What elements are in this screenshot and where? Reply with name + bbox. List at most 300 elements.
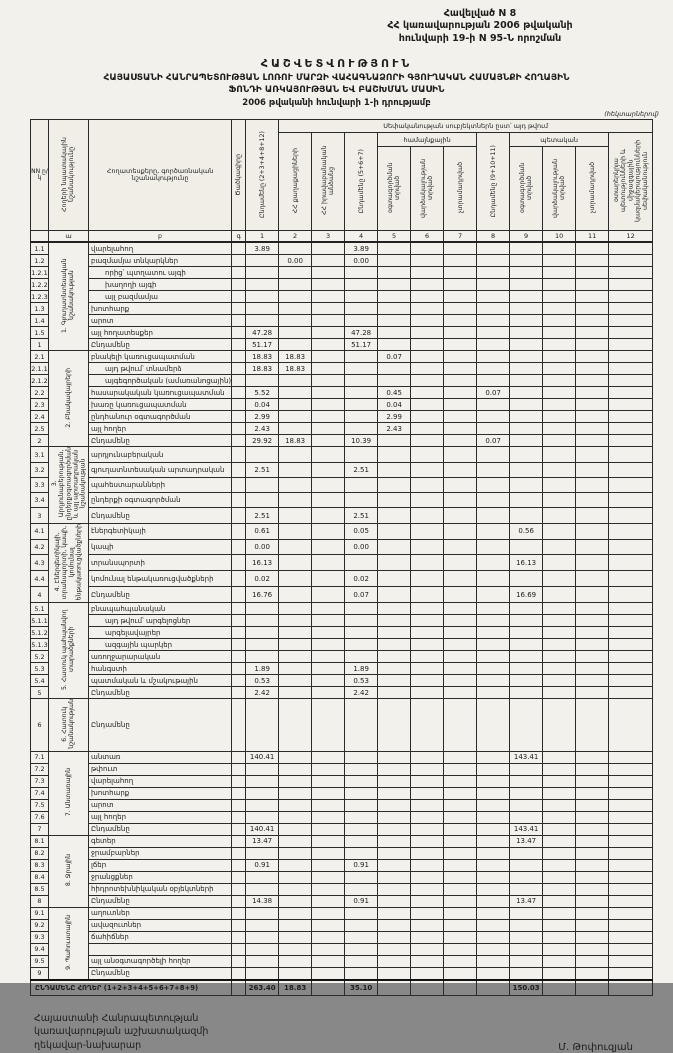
- table-row: [31, 895, 653, 907]
- value-cell: [378, 279, 411, 291]
- rotated-header-label: 1. Գյուղատնտեսական նշանակության: [61, 258, 76, 334]
- value-cell: [411, 811, 444, 823]
- row-number-cell: 9.1: [31, 907, 49, 919]
- value-cell: [279, 399, 312, 411]
- value-cell: [609, 687, 653, 699]
- value-cell: [345, 477, 378, 492]
- landtype-name-cell: բազմամյա տնկարկներ: [89, 255, 232, 267]
- value-cell: [312, 351, 345, 363]
- column-header-nn-label: NN ը/կ: [31, 167, 48, 182]
- row-number-cell: 2.1.2: [31, 376, 48, 385]
- value-cell: [609, 787, 653, 799]
- value-cell: [444, 477, 477, 492]
- value-cell: [444, 435, 477, 447]
- value-cell: [477, 699, 510, 752]
- value-cell: [609, 423, 653, 435]
- value-cell: 0.07: [378, 351, 411, 363]
- value-cell: [279, 627, 312, 639]
- value-cell: [312, 751, 345, 763]
- value-cell: [543, 399, 576, 411]
- value-cell: [576, 943, 609, 955]
- table-row: [31, 811, 653, 823]
- value-cell: [411, 651, 444, 663]
- value-cell: [510, 943, 543, 955]
- value-cell: [477, 587, 510, 603]
- value-cell: [246, 699, 279, 752]
- value-cell: [411, 603, 444, 615]
- value-cell: [246, 955, 279, 967]
- value-cell: 1.89: [246, 663, 279, 675]
- row-number-cell: 8.1: [31, 835, 49, 847]
- value-cell: [543, 315, 576, 327]
- row-number-cell: 9.2: [31, 919, 49, 931]
- report-date-line: 2006 թվականի հունվարի 1-ի դրությամբ: [242, 98, 431, 109]
- row-number-cell: 4: [31, 587, 49, 603]
- value-cell: [312, 477, 345, 492]
- value-cell: [279, 675, 312, 687]
- row-number-cell: 9.3: [31, 931, 49, 943]
- code-cell: [232, 555, 246, 571]
- code-cell: [232, 571, 246, 587]
- column-index-cell: 6: [411, 231, 444, 243]
- value-cell: [279, 375, 312, 387]
- table-row: [31, 919, 653, 931]
- value-cell: [312, 859, 345, 871]
- grand-total-value-cell: [543, 980, 576, 996]
- value-cell: [510, 363, 543, 375]
- value-cell: 0.04: [246, 399, 279, 411]
- value-cell: [576, 315, 609, 327]
- table-row: [31, 477, 653, 492]
- landtype-name-cell: թփուտ: [89, 763, 232, 775]
- value-cell: [279, 411, 312, 423]
- value-cell: [543, 508, 576, 523]
- value-cell: [312, 835, 345, 847]
- value-cell: [609, 943, 653, 955]
- value-cell: [543, 919, 576, 931]
- landtype-name-cell: բնապահպանական: [89, 603, 232, 615]
- value-cell: [477, 339, 510, 351]
- value-cell: [378, 363, 411, 375]
- value-cell: [543, 627, 576, 639]
- value-cell: [543, 523, 576, 539]
- value-cell: [543, 871, 576, 883]
- value-cell: [609, 799, 653, 811]
- value-cell: [576, 687, 609, 699]
- value-cell: 0.56: [510, 523, 543, 539]
- column-index-cell: 9: [510, 231, 543, 243]
- value-cell: [510, 847, 543, 859]
- value-cell: [378, 919, 411, 931]
- value-cell: [444, 615, 477, 627]
- value-cell: [477, 871, 510, 883]
- table-row: [31, 363, 653, 375]
- value-cell: [411, 399, 444, 411]
- value-cell: [543, 823, 576, 835]
- column-header-purpose: [49, 120, 89, 231]
- value-cell: [411, 339, 444, 351]
- value-cell: [378, 242, 411, 255]
- value-cell: [345, 931, 378, 943]
- value-cell: [312, 687, 345, 699]
- value-cell: [411, 279, 444, 291]
- value-cell: [246, 447, 279, 462]
- value-cell: 0.91: [345, 859, 378, 871]
- value-cell: [345, 615, 378, 627]
- value-cell: [345, 627, 378, 639]
- value-cell: [312, 571, 345, 587]
- code-cell: [232, 847, 246, 859]
- value-cell: [444, 462, 477, 477]
- landtype-name-cell: առողջարարական: [89, 651, 232, 663]
- code-cell: [232, 919, 246, 931]
- value-cell: [510, 242, 543, 255]
- value-cell: [510, 907, 543, 919]
- table-row: [31, 699, 653, 752]
- value-cell: [444, 919, 477, 931]
- value-cell: [576, 493, 609, 508]
- value-cell: [279, 447, 312, 462]
- value-cell: [510, 675, 543, 687]
- value-cell: [378, 315, 411, 327]
- landtype-name-cell: ջրանցքներ: [89, 871, 232, 883]
- value-cell: [444, 315, 477, 327]
- code-cell: [232, 687, 246, 699]
- value-cell: [411, 871, 444, 883]
- report-footer: [34, 1012, 633, 1053]
- value-cell: [378, 462, 411, 477]
- value-cell: [510, 627, 543, 639]
- value-cell: [345, 303, 378, 315]
- code-cell: [232, 462, 246, 477]
- value-cell: [609, 955, 653, 967]
- code-cell: [232, 539, 246, 555]
- row-number-cell: 2.3: [31, 399, 49, 411]
- value-cell: [312, 787, 345, 799]
- grand-total-label: ԸՆԴԱՄԵՆԸ ՀՈՂԵՐ (1+2+3+4+5+6+7+8+9): [31, 980, 232, 996]
- value-cell: [312, 423, 345, 435]
- value-cell: [312, 539, 345, 555]
- value-cell: [345, 291, 378, 303]
- table-row: [31, 447, 653, 462]
- value-cell: [279, 823, 312, 835]
- group-header-state: պետական: [510, 133, 609, 147]
- value-cell: [279, 639, 312, 651]
- value-cell: [345, 387, 378, 399]
- unit-note: (հեկտարներով): [604, 110, 659, 119]
- value-cell: [609, 847, 653, 859]
- value-cell: 0.53: [345, 675, 378, 687]
- landtype-name-cell: ճահիճներ: [89, 931, 232, 943]
- value-cell: [378, 435, 411, 447]
- value-cell: [345, 919, 378, 931]
- value-cell: [411, 375, 444, 387]
- footer-line: Հայաստանի Հանրապետության: [34, 1012, 199, 1024]
- report-title: ՀԱՇՎԵՏՎՈՒԹՅՈՒՆ: [260, 57, 413, 71]
- value-cell: [576, 651, 609, 663]
- rotated-header-label: Ընդամենը (9+10+11): [489, 144, 497, 218]
- value-cell: [543, 907, 576, 919]
- value-cell: [576, 375, 609, 387]
- report-title-block: [0, 57, 673, 108]
- value-cell: [444, 687, 477, 699]
- value-cell: 0.00: [345, 255, 378, 267]
- value-cell: [477, 508, 510, 523]
- value-cell: [543, 663, 576, 675]
- value-cell: [411, 435, 444, 447]
- value-cell: [312, 763, 345, 775]
- value-cell: [411, 411, 444, 423]
- value-cell: [543, 571, 576, 587]
- value-cell: [510, 763, 543, 775]
- landtype-name-cell: խոտհարք: [89, 303, 232, 315]
- landtype-name-cell: Ընդամենը: [89, 587, 232, 603]
- table-row: [31, 351, 653, 363]
- value-cell: [279, 423, 312, 435]
- code-cell: [232, 327, 246, 339]
- table-row: [31, 587, 653, 603]
- value-cell: [378, 907, 411, 919]
- value-cell: [444, 859, 477, 871]
- value-cell: [312, 587, 345, 603]
- category-cell: [49, 447, 89, 523]
- rotated-header-label: 3. Արդյունաբերության, ընդերքօգտագործման և այլ արտադրական նշանակության: [50, 447, 87, 521]
- code-cell: [232, 523, 246, 539]
- landtype-name-cell: ընդերքի օգտագործման: [89, 493, 232, 508]
- value-cell: [312, 255, 345, 267]
- value-cell: [378, 303, 411, 315]
- landtype-name-cell: Ընդամենը: [89, 435, 232, 447]
- value-cell: [609, 651, 653, 663]
- value-cell: [345, 639, 378, 651]
- value-cell: [246, 303, 279, 315]
- row-number-cell: 6: [31, 699, 49, 752]
- value-cell: [279, 883, 312, 895]
- value-cell: [444, 399, 477, 411]
- value-cell: [378, 835, 411, 847]
- value-cell: [411, 919, 444, 931]
- landtype-name-cell: այլ հողատեսքեր: [89, 327, 232, 339]
- grand-total-value-cell: [378, 980, 411, 996]
- value-cell: [411, 931, 444, 943]
- code-cell: [232, 775, 246, 787]
- table-row: [31, 675, 653, 687]
- value-cell: 13.47: [510, 895, 543, 907]
- value-cell: [279, 811, 312, 823]
- value-cell: [609, 399, 653, 411]
- value-cell: [576, 775, 609, 787]
- value-cell: [279, 267, 312, 279]
- value-cell: [510, 291, 543, 303]
- value-cell: [246, 847, 279, 859]
- landtype-name-cell: պահեստարանների: [89, 477, 232, 492]
- value-cell: [576, 351, 609, 363]
- value-cell: [312, 603, 345, 615]
- row-number-cell: 9.5: [31, 955, 49, 967]
- column-index-cell: բ: [89, 231, 232, 243]
- value-cell: [510, 387, 543, 399]
- value-cell: 18.83: [279, 351, 312, 363]
- code-cell: [232, 493, 246, 508]
- value-cell: [444, 811, 477, 823]
- row-number-cell: 3.4: [31, 493, 49, 508]
- value-cell: [246, 255, 279, 267]
- value-cell: [477, 919, 510, 931]
- row-number-cell: 1.2.1: [31, 268, 48, 277]
- value-cell: [609, 615, 653, 627]
- value-cell: [312, 555, 345, 571]
- value-cell: [510, 931, 543, 943]
- code-cell: [232, 351, 246, 363]
- value-cell: [279, 603, 312, 615]
- value-cell: [312, 399, 345, 411]
- value-cell: [576, 823, 609, 835]
- landtype-name-cell: էներգետիկայի: [89, 523, 232, 539]
- table-row: [31, 303, 653, 315]
- value-cell: [246, 967, 279, 980]
- value-cell: [576, 539, 609, 555]
- value-cell: [246, 291, 279, 303]
- table-row: [31, 931, 653, 943]
- value-cell: [279, 571, 312, 587]
- value-cell: [345, 955, 378, 967]
- value-cell: [609, 375, 653, 387]
- value-cell: 0.91: [345, 895, 378, 907]
- value-cell: [477, 799, 510, 811]
- value-cell: 14.38: [246, 895, 279, 907]
- value-cell: [444, 787, 477, 799]
- column-index-cell: 8: [477, 231, 510, 243]
- value-cell: [510, 255, 543, 267]
- value-cell: [378, 763, 411, 775]
- value-cell: [246, 883, 279, 895]
- row-number-cell: 1.1: [31, 242, 49, 255]
- column-header-community-total: [345, 133, 378, 231]
- value-cell: [312, 967, 345, 980]
- value-cell: [312, 699, 345, 752]
- value-cell: [378, 291, 411, 303]
- value-cell: [543, 787, 576, 799]
- column-index-row: [31, 231, 653, 243]
- value-cell: [345, 871, 378, 883]
- code-cell: [232, 751, 246, 763]
- row-number-cell: 4.1: [31, 523, 49, 539]
- landtype-name-cell: արոտ: [89, 799, 232, 811]
- value-cell: [576, 603, 609, 615]
- value-cell: [246, 375, 279, 387]
- rotated-header-label: Հողերի նպատակային նշանակությունը: [61, 137, 76, 212]
- rotated-header-label: 2. Բնակավայրերի: [64, 368, 72, 428]
- value-cell: [510, 883, 543, 895]
- value-cell: [345, 907, 378, 919]
- row-number-cell: 1.4: [31, 315, 49, 327]
- column-header-code: [232, 120, 246, 231]
- value-cell: [576, 571, 609, 587]
- value-cell: [576, 267, 609, 279]
- value-cell: [576, 967, 609, 980]
- value-cell: [444, 411, 477, 423]
- code-cell: [232, 411, 246, 423]
- value-cell: 2.99: [246, 411, 279, 423]
- category-cell: [49, 835, 89, 907]
- landtype-name-cell: որից՝ պտղատու այգի: [89, 267, 232, 279]
- value-cell: [345, 943, 378, 955]
- row-number-cell: 1: [31, 339, 49, 351]
- value-cell: [576, 555, 609, 571]
- value-cell: [576, 523, 609, 539]
- value-cell: [444, 847, 477, 859]
- value-cell: [312, 955, 345, 967]
- value-cell: [378, 811, 411, 823]
- landtype-name-cell: կոմունալ ենթակառուցվածքների: [89, 571, 232, 587]
- value-cell: [576, 411, 609, 423]
- row-number-cell: 4.4: [31, 571, 49, 587]
- value-cell: [543, 699, 576, 752]
- value-cell: [444, 587, 477, 603]
- value-cell: [609, 539, 653, 555]
- value-cell: [345, 823, 378, 835]
- column-header-state-unallocated: [576, 147, 609, 231]
- value-cell: [510, 267, 543, 279]
- value-cell: [411, 363, 444, 375]
- value-cell: [510, 351, 543, 363]
- signatory-name: Մ. Թոփուզյան: [558, 1042, 633, 1053]
- code-cell: [232, 267, 246, 279]
- value-cell: [609, 823, 653, 835]
- table-row: [31, 967, 653, 980]
- value-cell: 29.92: [246, 435, 279, 447]
- value-cell: [312, 919, 345, 931]
- value-cell: [378, 687, 411, 699]
- table-row: [31, 387, 653, 399]
- value-cell: [510, 375, 543, 387]
- value-cell: [510, 435, 543, 447]
- category-cell: [49, 751, 89, 835]
- rotated-header-label: ՀՀ քաղաքացիների: [291, 148, 299, 214]
- value-cell: [411, 639, 444, 651]
- table-row: [31, 859, 653, 871]
- landtype-name-cell: այլ հողեր: [89, 423, 232, 435]
- value-cell: [444, 627, 477, 639]
- value-cell: [543, 493, 576, 508]
- value-cell: [543, 447, 576, 462]
- value-cell: [378, 775, 411, 787]
- landtype-name-cell: կապի: [89, 539, 232, 555]
- table-row: [31, 687, 653, 699]
- grand-total-value-cell: 18.83: [279, 980, 312, 996]
- value-cell: [609, 835, 653, 847]
- value-cell: [543, 267, 576, 279]
- table-row: [31, 339, 653, 351]
- table-row: [31, 603, 653, 615]
- value-cell: [411, 462, 444, 477]
- value-cell: [411, 907, 444, 919]
- value-cell: [378, 823, 411, 835]
- value-cell: 18.83: [279, 363, 312, 375]
- landtype-name-cell: Ընդամենը: [89, 895, 232, 907]
- value-cell: [411, 675, 444, 687]
- value-cell: [444, 363, 477, 375]
- value-cell: 2.42: [345, 687, 378, 699]
- value-cell: [576, 639, 609, 651]
- rotated-header-label: չտրամադրված: [456, 162, 464, 214]
- value-cell: [477, 751, 510, 763]
- value-cell: [312, 447, 345, 462]
- value-cell: [246, 799, 279, 811]
- value-cell: [576, 663, 609, 675]
- value-cell: [312, 242, 345, 255]
- column-header-state-total: [477, 133, 510, 231]
